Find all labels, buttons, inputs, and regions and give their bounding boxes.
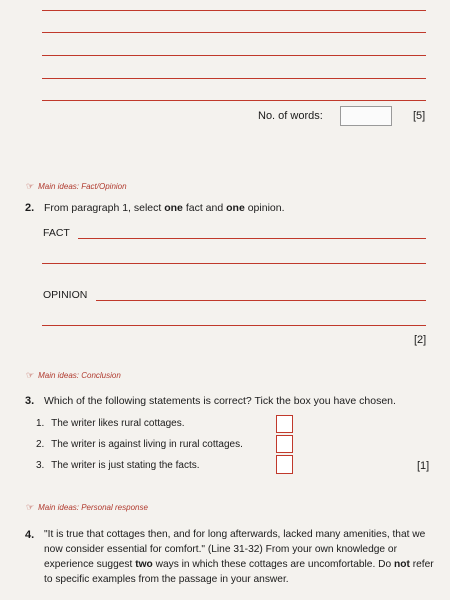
q3-option-text: The writer is against living in rural cottages. [51, 439, 243, 450]
q2-prompt-part: fact and [185, 202, 224, 214]
fact-answer-line[interactable] [78, 238, 426, 239]
q3-option-number: 2. [36, 439, 45, 450]
word-count-label: No. of words: [258, 110, 323, 122]
q2-topic-label: Main ideas: Fact/Opinion [38, 182, 127, 191]
q3-topic-tag [26, 370, 121, 381]
q3-option-2-checkbox[interactable] [276, 435, 293, 453]
q3-prompt: Which of the following statements is correct? Tick the box you have chosen. [44, 395, 396, 407]
q3-option-3-checkbox[interactable] [276, 455, 293, 474]
q3-option [36, 460, 200, 471]
q3-option [36, 418, 185, 429]
q3-option-text: The writer likes rural cottages. [51, 418, 185, 429]
q4-topic-label: Main ideas: Personal response [38, 503, 148, 512]
q3-option-text: The writer is just stating the facts. [51, 460, 200, 471]
q4-prompt-part: refer to specific examples from the passage in your answer. [44, 559, 434, 585]
word-count-box[interactable] [340, 106, 392, 126]
answer-line[interactable] [42, 100, 426, 101]
opinion-answer-line-2[interactable] [42, 325, 426, 326]
answer-line[interactable] [42, 55, 426, 56]
fact-label: FACT [43, 227, 70, 239]
q4-topic-tag [26, 502, 148, 513]
q2-prompt-part: opinion. [247, 202, 285, 214]
q3-option-1-checkbox[interactable] [276, 415, 293, 433]
opinion-label: OPINION [43, 289, 88, 301]
q4-prompt [44, 527, 440, 587]
q4-prompt-part: ways in which these cottages are uncomfortable. Do [155, 559, 392, 570]
q2-topic-tag [26, 181, 127, 192]
pointing-hand-icon: ☞ [26, 370, 35, 380]
q3-topic-label: Main ideas: Conclusion [38, 371, 121, 380]
q2-prompt [44, 202, 285, 214]
q2-prompt-bold: one [226, 202, 245, 214]
q3-option-number: 3. [36, 460, 45, 471]
q2-number: 2. [25, 202, 35, 214]
q3-number: 3. [25, 395, 35, 407]
q2-prompt-part: From paragraph 1, select [44, 202, 162, 214]
q3-option-number: 1. [36, 418, 45, 429]
pointing-hand-icon: ☞ [26, 502, 35, 512]
q4-prompt-part: "It is true that cottages then, and for long afterwards, lacked many amenities, that we now consider essential for comfort." (Line 31-32) From your own knowledge or experience suggest [44, 529, 426, 570]
pointing-hand-icon: ☞ [26, 181, 35, 191]
opinion-answer-line[interactable] [96, 300, 426, 301]
q2-marks: [2] [414, 334, 427, 346]
q3-marks: [1] [417, 460, 430, 472]
q2-prompt-bold: one [164, 202, 183, 214]
answer-line[interactable] [42, 10, 426, 11]
q3-option [36, 439, 243, 450]
q4-prompt-bold: not [394, 559, 410, 570]
answer-line[interactable] [42, 78, 426, 79]
q4-prompt-bold: two [135, 559, 153, 570]
fact-answer-line-2[interactable] [42, 263, 426, 264]
q4-number: 4. [25, 529, 35, 541]
q1-marks: [5] [413, 110, 426, 122]
answer-line[interactable] [42, 32, 426, 33]
